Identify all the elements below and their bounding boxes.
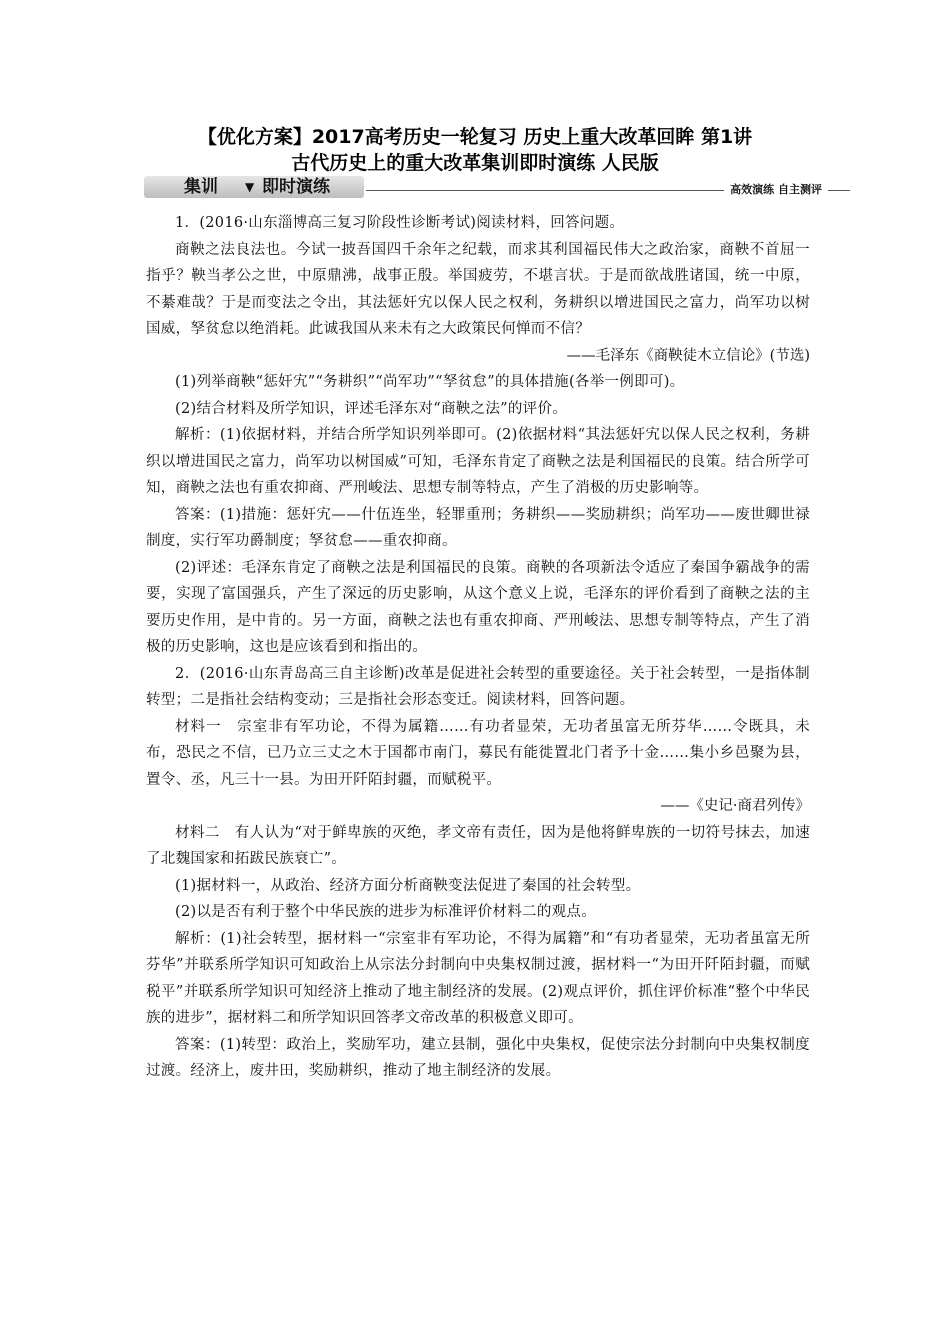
paragraph: 解析：(1)社会转型，据材料一“宗室非有军功论，不得为属籍”和“有功者显荣，无功者虽富无所芬华”并联系所学知识可知政治上从宗法分封制向中央集权制过渡，据材料一“为田开阡陌封疆，而赋税平”并联系所学知识可知经济上推动了地主制经济的发展。(2)观点评价，抓住评价标准“整个中华民族的进步”，据材料二和所学知识回答孝文帝改革的积极意义即可。 bbox=[146, 930, 810, 1026]
paragraph: 答案：(1)措施：惩奸宄——什伍连坐，轻罪重刑；务耕织——奖励耕织；尚军功——废世卿世禄制度，实行军功爵制度；孥贫怠——重农抑商。 bbox=[146, 506, 810, 549]
triangle-down-icon: ▼ bbox=[245, 180, 255, 194]
banner-label-jishi: 即时演练 bbox=[262, 177, 330, 197]
paragraph: 2．(2016·山东青岛高三自主诊断)改革是促进社会转型的重要途径。关于社会转型，一是指体制转型；二是指社会结构变动；三是指社会形态变迁。阅读材料，回答问题。 bbox=[146, 665, 810, 708]
title-line-1: 【优化方案】2017高考历史一轮复习 历史上重大改革回眸 第1讲 bbox=[197, 126, 753, 148]
paragraph: (1)列举商鞅“惩奸宄”“务耕织”“尚军功”“孥贫怠”的具体措施(各举一例即可)。 bbox=[175, 374, 685, 390]
paragraph: 材料二 有人认为“对于鲜卑族的灭绝，孝文帝有责任，因为是他将鲜卑族的一切符号抹去，加速了北魏国家和拓跋民族衰亡”。 bbox=[146, 824, 810, 867]
paragraph: (2)评述：毛泽东肯定了商鞅之法是利国福民的良策。商鞅的各项新法令适应了秦国争霸战争的需要，实现了富国强兵，产生了深远的历史影响，从这个意义上说，毛泽东的评价看到了商鞅之法的主要历史作用，是中肯的。另一方面，商鞅之法也有重农抑商、严刑峻法、思想专制等特点，产生了消极的历史影响，这也是应该看到和指出的。 bbox=[146, 559, 810, 655]
paragraph: 答案：(1)转型：政治上，奖励军功，建立县制，强化中央集权，促使宗法分封制向中央集权制度过渡。经济上，废井田，奖励耕织，推动了地主制经济的发展。 bbox=[146, 1036, 810, 1079]
banner-label-jixun: 集训 bbox=[184, 177, 218, 197]
source-citation: ——毛泽东《商鞅徒木立信论》(节选) bbox=[566, 347, 810, 364]
document-body bbox=[146, 210, 810, 1085]
paragraph: (2)以是否有利于整个中华民族的进步为标准评价材料二的观点。 bbox=[175, 904, 597, 920]
paragraph: (1)据材料一，从政治、经济方面分析商鞅变法促进了秦国的社会转型。 bbox=[175, 877, 641, 894]
title-line-2: 古代历史上的重大改革集训即时演练 人民版 bbox=[291, 152, 659, 174]
paragraph: 解析：(1)依据材料，并结合所学知识列举即可。(2)依据材料“其法惩奸宄以保人民之权利，务耕织以增进国民之富力，尚军功以树国威”可知，毛泽东肯定了商鞅之法是利国福民的良策。结合所学可知，商鞅之法也有重农抑商、严刑峻法、思想专制等特点，产生了消极的历史影响等。 bbox=[146, 427, 810, 496]
document-title bbox=[100, 124, 850, 176]
paragraph: 1．(2016·山东淄博高三复习阶段性诊断考试)阅读材料，回答问题。 bbox=[175, 215, 625, 231]
paragraph: 材料一 宗室非有军功论，不得为属籍……有功者显荣，无功者虽富无所芬华……令既具，未布，恐民之不信，已乃立三丈之木于国都市南门，募民有能徙置北门者予十金……集小乡邑聚为县，置令、丞，凡三十一县。为田开阡陌封疆，而赋税平。 bbox=[146, 718, 810, 788]
banner-tag: 高效演练 自主测评 bbox=[724, 183, 828, 197]
section-banner bbox=[144, 176, 850, 202]
source-citation: ——《史记·商君列传》 bbox=[660, 798, 810, 814]
paragraph: (2)结合材料及所学知识，评述毛泽东对“商鞅之法”的评价。 bbox=[175, 400, 568, 417]
paragraph: 商鞅之法良法也。今试一披吾国四千余年之纪载，而求其利国福民伟大之政治家，商鞅不首屈一指乎？鞅当孝公之世，中原鼎沸，战事正殷。举国疲劳，不堪言状。于是而欲战胜诸国，统一中原，不綦难哉？于是而变法之令出，其法惩奸宄以保人民之权利，务耕织以增进国民之富力，尚军功以树国威，孥贫怠以绝消耗。此诚我国从来未有之大政策民何惮而不信？ bbox=[146, 241, 810, 337]
